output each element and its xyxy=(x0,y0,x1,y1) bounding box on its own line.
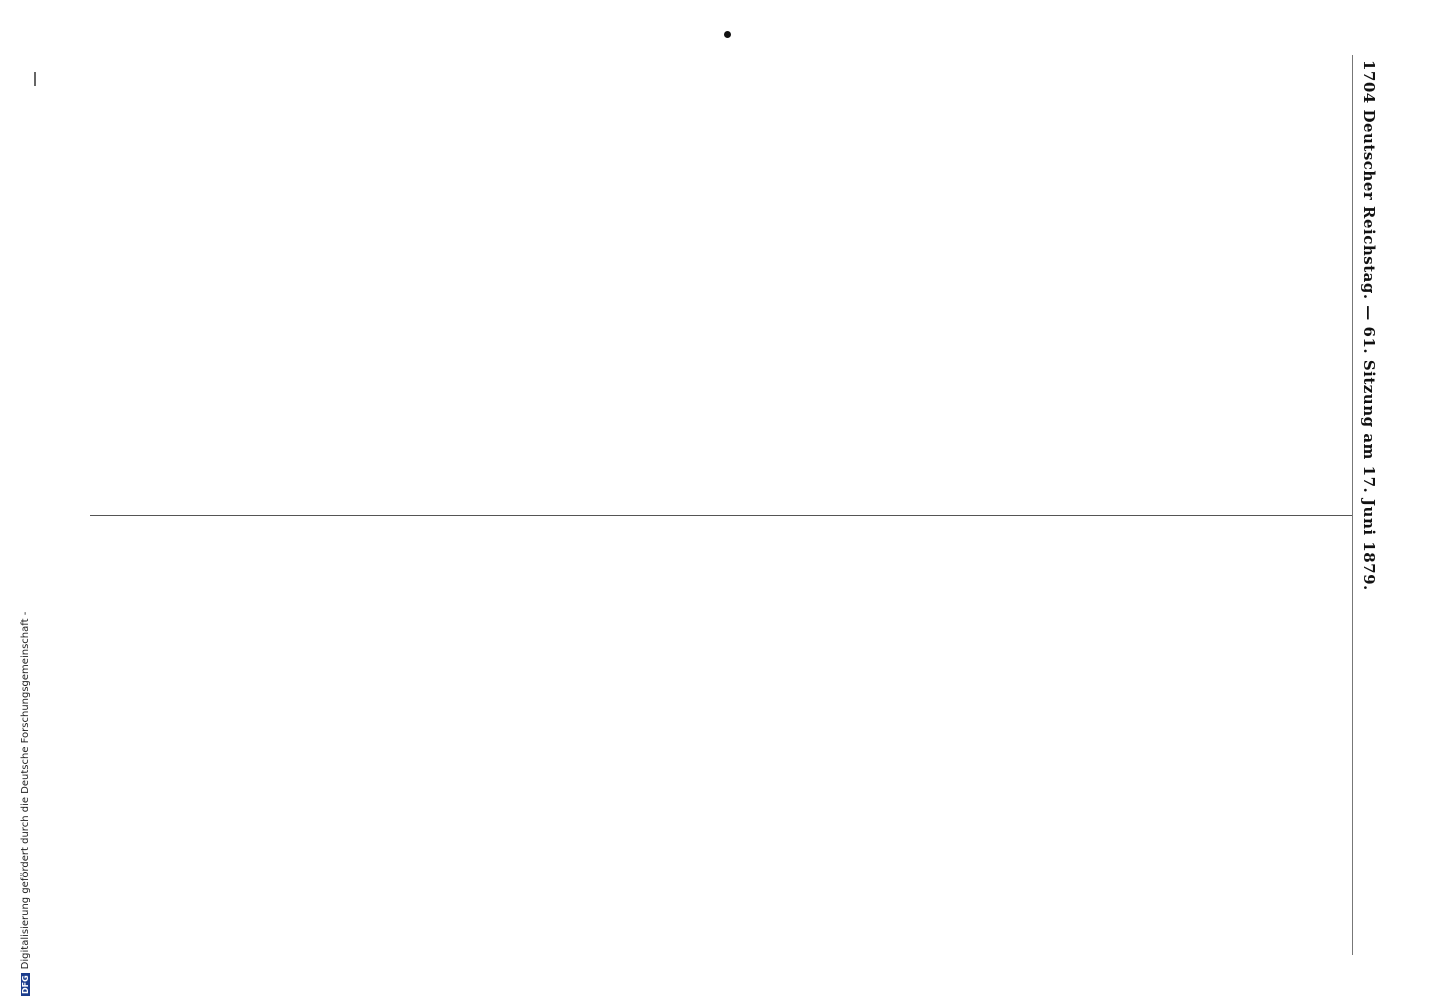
header-rule xyxy=(1352,55,1353,955)
dfg-logo: DFG xyxy=(21,975,30,994)
column-divider xyxy=(90,515,1352,516)
footer-text: Digitalisierung gefördert durch die Deutsche Forschungsgemeinschaft - xyxy=(20,611,31,970)
scan-edge-mark xyxy=(34,72,36,86)
running-header: 1704 Deutscher Reichstag. — 61. Sitzung am 17. Juni 1879. xyxy=(1360,60,1378,591)
registration-dot xyxy=(724,31,731,38)
digitization-footer xyxy=(20,612,31,996)
